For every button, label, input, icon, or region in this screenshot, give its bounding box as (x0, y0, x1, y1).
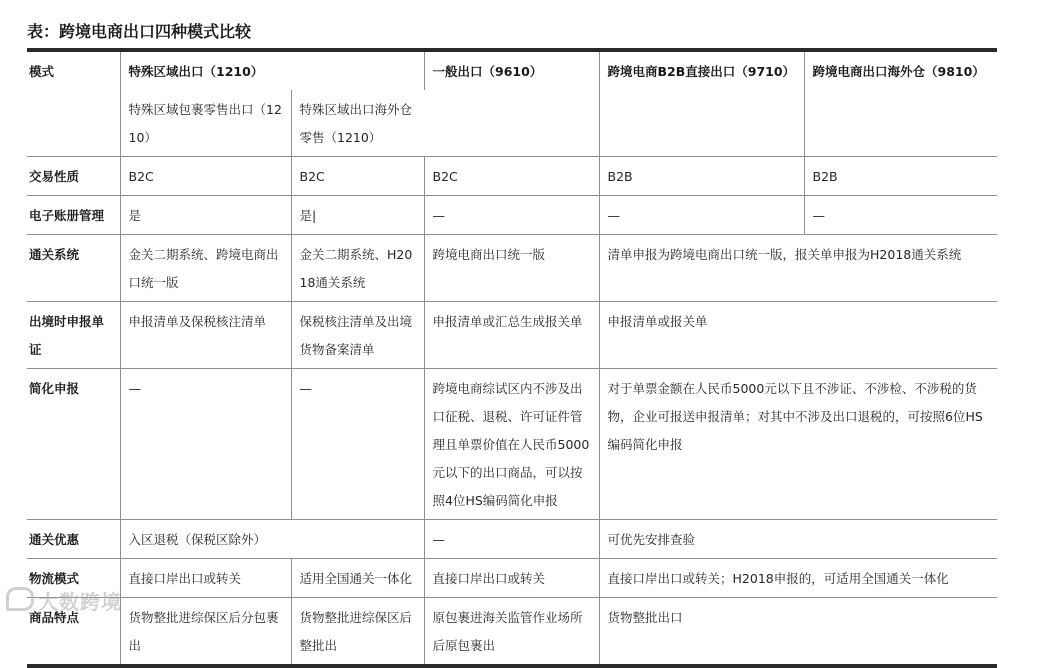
cell: B2B (599, 157, 804, 196)
header-label: 模式 (27, 50, 120, 157)
cell: 申报清单或汇总生成报关单 (424, 302, 599, 369)
table-row (27, 157, 997, 196)
watermark (6, 586, 122, 615)
header-sub-retail: 特殊区域包裹零售出口（1210） (120, 90, 291, 157)
cell: — (291, 369, 424, 520)
table-row (27, 369, 997, 520)
cell: — (599, 196, 804, 235)
comparison-table (27, 48, 997, 668)
row-label: 简化申报 (27, 369, 120, 520)
cell: — (424, 196, 599, 235)
header-general: 一般出口（9610） (424, 50, 599, 157)
row-label: 通关系统 (27, 235, 120, 302)
cell: 直接口岸出口或转关 (424, 559, 599, 598)
cell: 是| (291, 196, 424, 235)
cell: 对于单票金额在人民币5000元以下且不涉证、不涉检、不涉税的货物，企业可报送申报清单；对其中不涉及出口退税的，可按照6位HS编码简化申报 (599, 369, 997, 520)
header-overseas-warehouse: 跨境电商出口海外仓（9810） (804, 50, 997, 157)
cell: 申报清单及保税核注清单 (120, 302, 291, 369)
row-label: 出境时申报单证 (27, 302, 120, 369)
cell: 金关二期系统、跨境电商出口统一版 (120, 235, 291, 302)
cell: 保税核注清单及出境货物备案清单 (291, 302, 424, 369)
cell: 清单申报为跨境电商出口统一版，报关单申报为H2018通关系统 (599, 235, 997, 302)
watermark-logo-icon (6, 587, 34, 611)
cell: — (424, 520, 599, 559)
cell: 申报清单或报关单 (599, 302, 997, 369)
table-row (27, 559, 997, 598)
cell: 跨境电商综试区内不涉及出口征税、退税、许可证件管理且单票价值在人民币5000元以下的出口商品，可以按照4位HS编码简化申报 (424, 369, 599, 520)
cell: 跨境电商出口统一版 (424, 235, 599, 302)
cell: 可优先安排查验 (599, 520, 997, 559)
row-label: 交易性质 (27, 157, 120, 196)
table-row (27, 235, 997, 302)
row-label: 电子账册管理 (27, 196, 120, 235)
cell: 货物整批进综保区后分包裹出 (120, 598, 291, 667)
table-row (27, 520, 997, 559)
cell: B2C (291, 157, 424, 196)
table-row (27, 598, 997, 667)
cell: B2B (804, 157, 997, 196)
row-label: 物流模式 (27, 559, 120, 598)
cell: 入区退税（保税区除外） (120, 520, 424, 559)
cell: 金关二期系统、H2018通关系统 (291, 235, 424, 302)
header-row (27, 50, 997, 90)
row-label: 通关优惠 (27, 520, 120, 559)
cell: 直接口岸出口或转关 (120, 559, 291, 598)
table-row (27, 196, 997, 235)
cell: 适用全国通关一体化 (291, 559, 424, 598)
cell: B2C (120, 157, 291, 196)
cell: — (120, 369, 291, 520)
cell: 货物整批出口 (599, 598, 997, 667)
cell: B2C (424, 157, 599, 196)
cell: 直接口岸出口或转关；H2018申报的，可适用全国通关一体化 (599, 559, 997, 598)
cell: — (804, 196, 997, 235)
watermark-text: 大数跨境 (38, 590, 122, 614)
cell: 原包裹进海关监管作业场所后原包裹出 (424, 598, 599, 667)
header-sub-warehouse: 特殊区域出口海外仓零售（1210） (291, 90, 424, 157)
cell: 货物整批进综保区后整批出 (291, 598, 424, 667)
row-label: 商品特点 (27, 598, 120, 667)
header-special-zone: 特殊区域出口（1210） (120, 50, 424, 90)
header-b2b-direct: 跨境电商B2B直接出口（9710） (599, 50, 804, 157)
cell: 是 (120, 196, 291, 235)
table-row (27, 302, 997, 369)
table-title: 表：跨境电商出口四种模式比较 (27, 22, 252, 41)
